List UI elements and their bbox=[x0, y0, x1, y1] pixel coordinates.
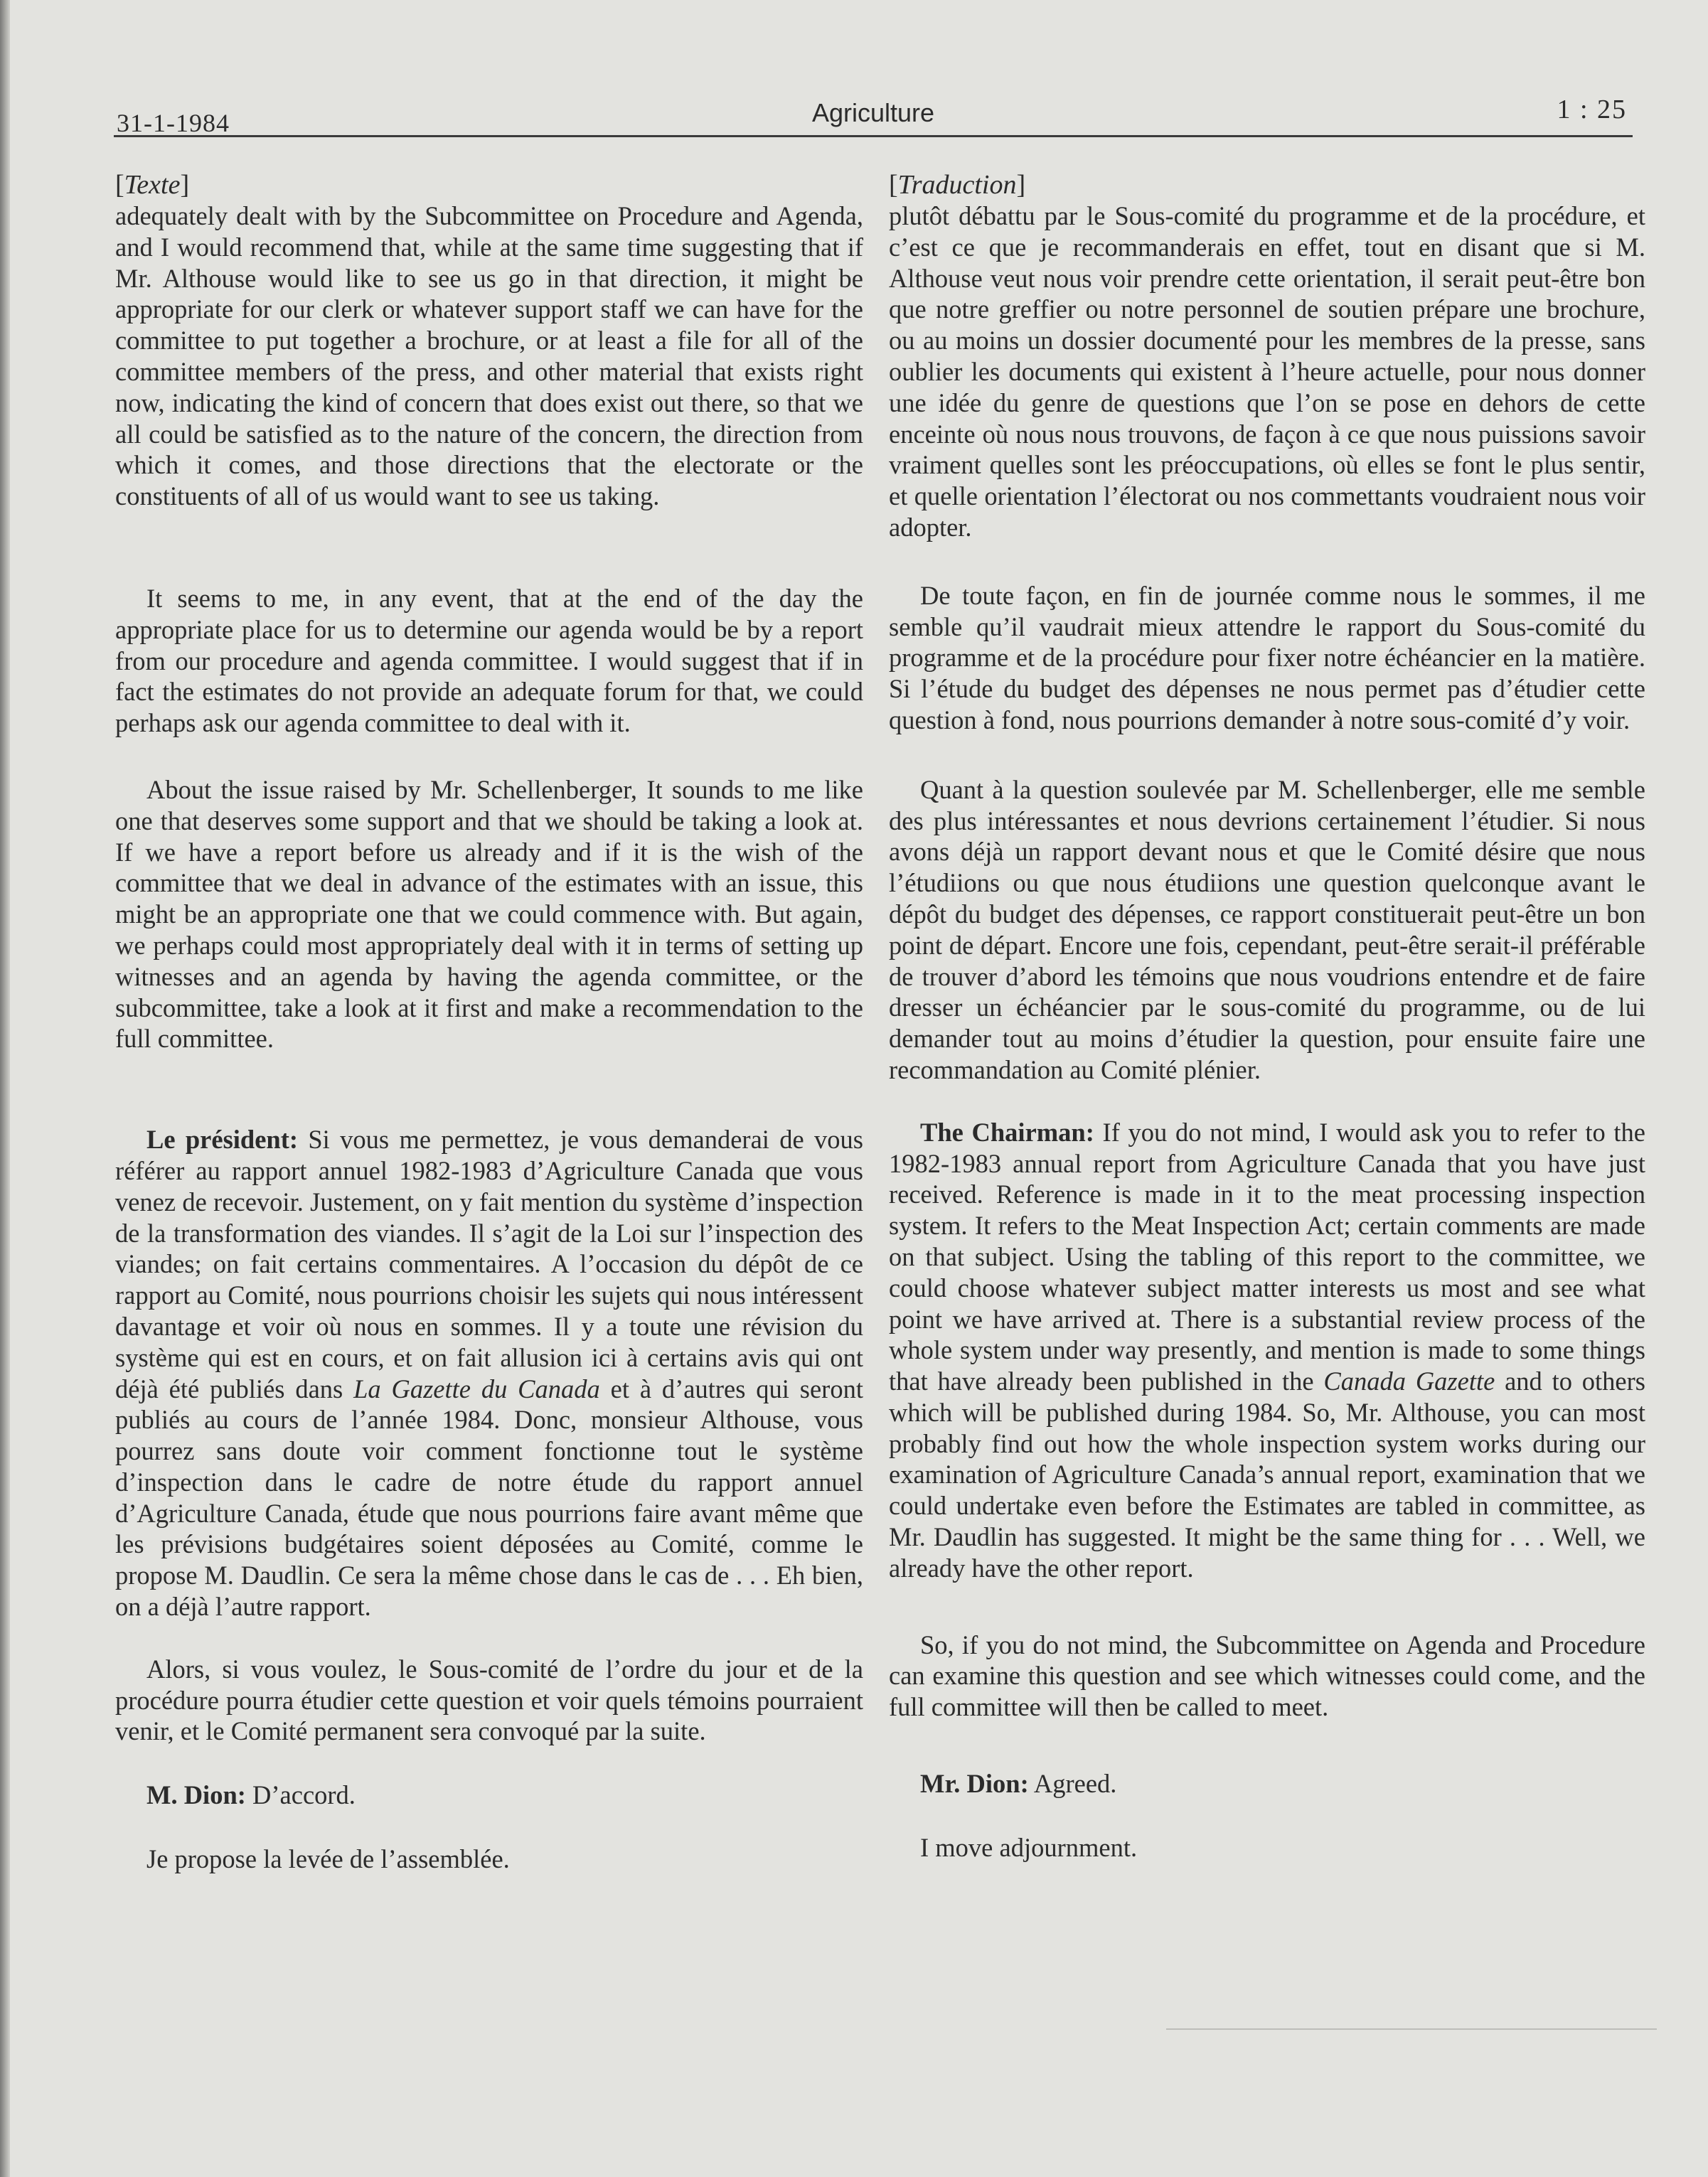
right-column bbox=[889, 169, 1645, 1863]
speaker-name: Le président: bbox=[146, 1125, 299, 1155]
right-paragraph-1: plutôt débattu par le Sous-comité du programme et de la procédure, et c’est ce que je recommanderais en effet, tout en disant que si M. Althouse veut nous voir prendre cette orientation, il serait peut-être bon que notre greffier ou notre personnel de soutien prépare une brochure, ou au moins un dossier documenté pour les membres de la presse, sans oublier les documents qui existent à l’heure actuelle, pour nous donner une idée du genre de questions que l’on se pose en dehors de cette enceinte où nous nous trouvons, de façon à ce que nous puissions savoir vraiment quelles sont les préoccupations, où elles se font le plus sentir, et quelle orientation l’électorat ou nos commettants voudraient nous voir adopter. bbox=[889, 201, 1645, 542]
bottom-rule bbox=[1166, 2028, 1657, 2030]
left-paragraph-3: About the issue raised by Mr. Schellenberger, It sounds to me like one that deserves some support and that we should be taking a look at. If we have a report before us already and if it is the wish of the committee that we deal in advance of the estimates with an issue, this might be an appropriate one that we could commence with. But again, we perhaps could most appropriately deal with it in terms of setting up witnesses and an agenda by having the agenda committee, or the subcommittee, take a look at it first and make a recommendation to the full committee. bbox=[115, 774, 863, 1054]
header-page-number: 1 : 25 bbox=[1557, 95, 1627, 124]
left-paragraph-5: Alors, si vous voulez, le Sous-comité de l’ordre du jour et de la procédure pourra étudier cette question et voir quels témoins pourraient venir, et le Comité permanent sera convoqué par la suite. bbox=[115, 1654, 863, 1746]
left-column bbox=[115, 169, 863, 1875]
right-paragraph-6: Mr. Dion: Agreed. bbox=[920, 1769, 1117, 1799]
left-paragraph-1: adequately dealt with by the Subcommittee on Procedure and Agenda, and I would recommend that, while at the same time suggesting that if Mr. Althouse would like to see us go in that direction, it might be appropriate for our clerk or whatever support staff we can have for the committee to put together a brochure, or at least a file for all of the committee members of the press, and other material that exists right now, indicating the kind of concern that does exist out there, so that we all could be satisfied as to the nature of the concern, the direction from which it comes, and those directions that the electorate or the constituents of all of us would want to see us taking. bbox=[115, 201, 863, 511]
speaker-name: M. Dion: bbox=[146, 1780, 246, 1810]
speaker-name: The Chairman: bbox=[920, 1117, 1094, 1147]
right-paragraph-5: So, if you do not mind, the Subcommittee on Agenda and Procedure can examine this question and see which witnesses could come, and the full committee will then be called to meet. bbox=[889, 1630, 1645, 1722]
right-paragraph-2: De toute façon, en fin de journée comme nous le sommes, il me semble qu’il vaudrait mieux attendre le rapport du Sous-comité du programme et de la procédure pour fixer notre échéancier en la matière. Si l’étude du budget des dépenses ne nous permet pas d’étudier cette question à fond, nous pourrions demander à notre sous-comité d’y voir. bbox=[889, 580, 1645, 734]
right-paragraph-4: The Chairman: If you do not mind, I would ask you to refer to the 1982-1983 annual report from Agriculture Canada that you have just received. Reference is made in it to the meat processing inspection system. It refers to the Meat Inspection Act; certain comments are made on that subject. Using the tabling of this report to the committee, we could choose whatever subject matter interests us most and see what point we have arrived at. There is a substantial review process of the whole system under way presently, and mention is made to some things that have already been published in the Canada Gazette and to others which will be published during 1984. So, Mr. Althouse, you can most probably find out how the whole inspection system works during our examination of Agriculture Canada’s annual report, examination that we could undertake even before the Estimates are tabled in committee, as Mr. Daudlin has suggested. It might be the same thing for . . . Well, we already have the other report. bbox=[889, 1117, 1645, 1583]
speaker-name: Mr. Dion: bbox=[920, 1769, 1029, 1799]
right-paragraph-7: I move adjournment. bbox=[920, 1832, 1138, 1862]
left-column-tag: [Texte] bbox=[115, 170, 190, 200]
left-paragraph-2: It seems to me, in any event, that at the end of the day the appropriate place for us to determine our agenda would be by a report from our procedure and agenda committee. I would suggest that if in fact the estimates do not provide an adequate forum for that, we could perhaps ask our agenda committee to deal with it. bbox=[115, 583, 863, 738]
header-title: Agriculture bbox=[811, 98, 935, 127]
page-edge bbox=[0, 0, 10, 2177]
left-paragraph-6: M. Dion: D’accord. bbox=[146, 1780, 356, 1810]
right-column-tag: [Traduction] bbox=[889, 170, 1026, 200]
page-header bbox=[114, 91, 1633, 137]
header-date: 31-1-1984 bbox=[117, 109, 230, 137]
left-paragraph-7: Je propose la levée de l’assemblée. bbox=[146, 1844, 510, 1874]
left-paragraph-4: Le président: Si vous me permettez, je vous demanderai de vous référer au rapport annuel 1982-1983 d’Agriculture Canada que vous venez de recevoir. Justement, on y fait mention du système d’inspection de la transformation des viandes. Il s’agit de la Loi sur l’inspection des viandes; on fait certains commentaires. A l’occasion du dépôt de ce rapport au Comité, nous pourrions choisir les sujets qui nous intéressent davantage et voir où nous en sommes. Il y a toute une révision du système qui est en cours, et on fait allusion ici à certains avis qui ont déjà été publiés dans La Gazette du Canada et à d’autres qui seront publiés au cours de l’année 1984. Donc, monsieur Althouse, vous pourrez sans doute voir comment fonctionne tout le système d’inspection dans le cadre de notre étude du rapport annuel d’Agriculture Canada, étude que nous pourrions faire avant même que les prévisions budgétaires soient déposées au Comité, comme le propose M. Daudlin. Ce sera la même chose dans le cas de . . . Eh bien, on a déjà l’autre rapport. bbox=[115, 1125, 863, 1622]
right-paragraph-3: Quant à la question soulevée par M. Schellenberger, elle me semble des plus intéressantes et nous devrions certainement l’étudier. Si nous avons déjà un rapport devant nous et que le Comité désire que nous l’étudiions ou que nous étudiions une question quelconque avant le dépôt du budget des dépenses, ce rapport constituerait peut-être un bon point de départ. Encore une fois, cependant, peut-être serait-il préférable de trouver d’abord les témoins que nous voudrions entendre et de faire dresser un échéancier par le sous-comité du programme, ou de lui demander tout au moins d’étudier la question, pour ensuite faire une recommandation au Comité plénier. bbox=[889, 774, 1645, 1084]
